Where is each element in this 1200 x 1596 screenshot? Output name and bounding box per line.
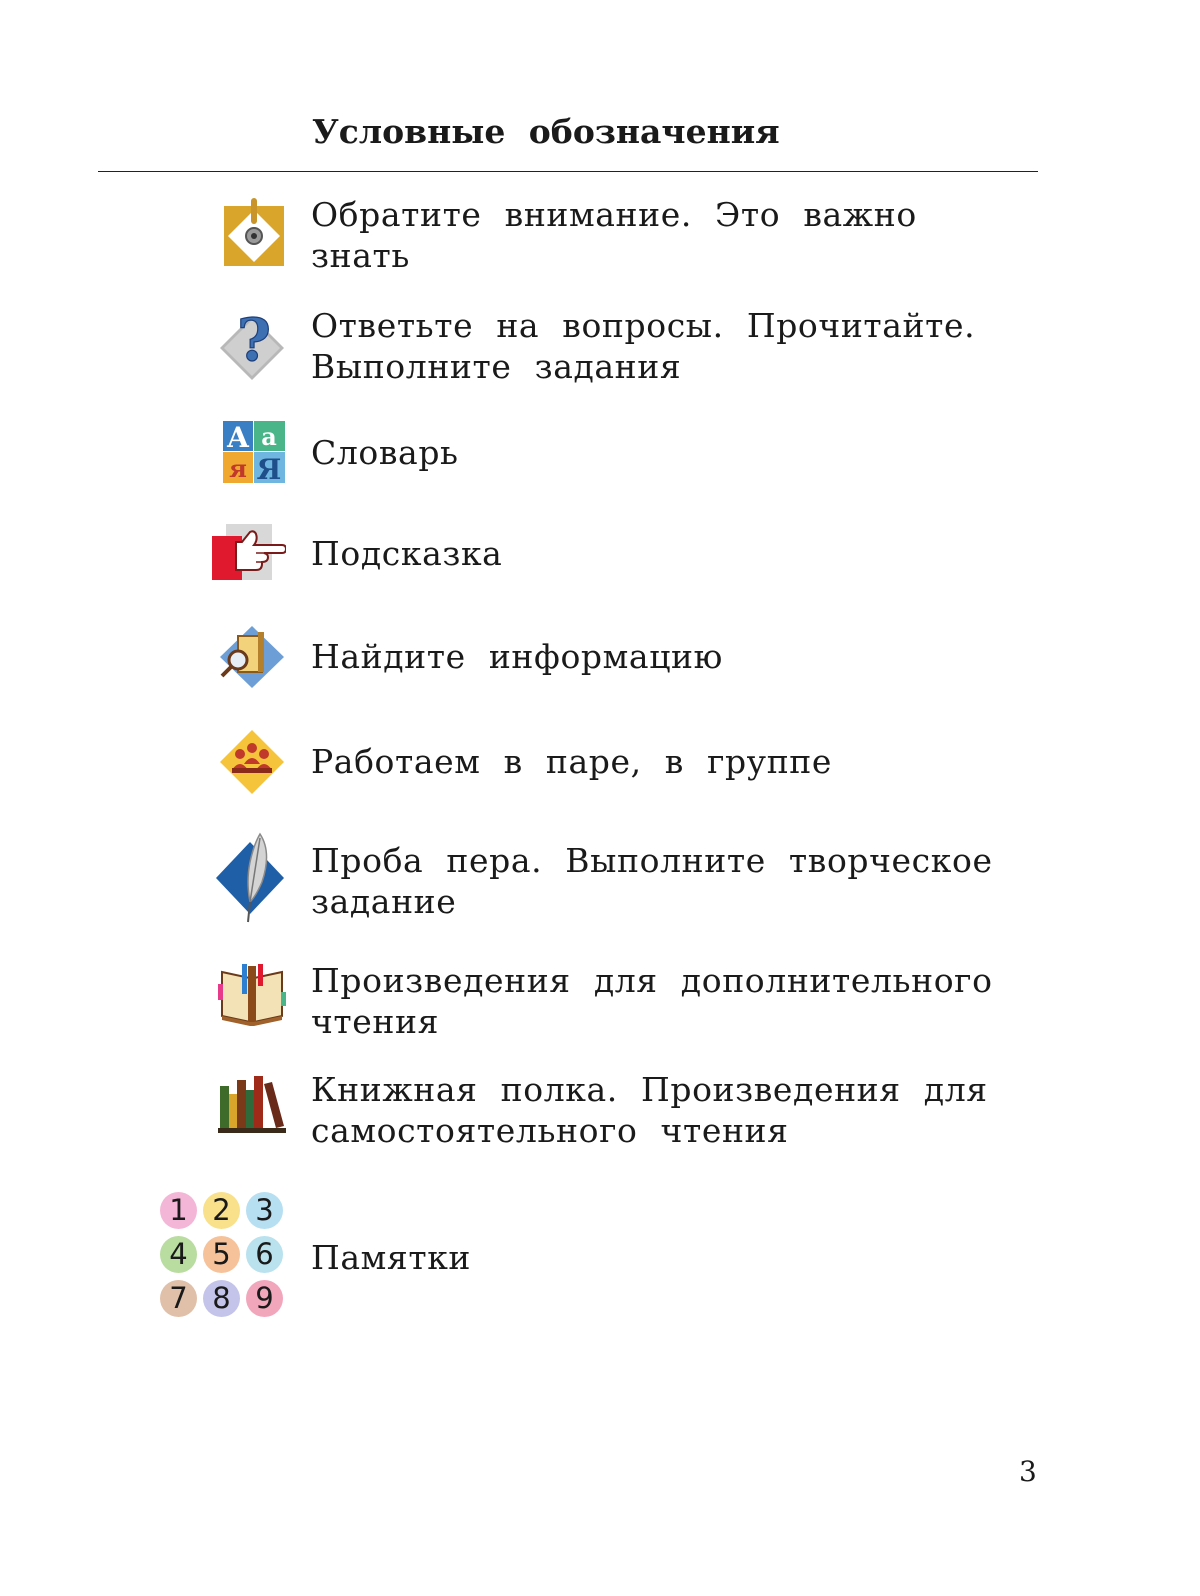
memo-number: 1 <box>160 1192 197 1229</box>
entry-hint-text: Подсказка <box>311 534 503 573</box>
entry-attention-text: Обратите внимание. Это важно знать <box>311 195 917 275</box>
dictionary-letter-ya-upper: Я <box>256 453 282 483</box>
memo-number: 8 <box>203 1280 240 1317</box>
attention-icon <box>222 198 286 268</box>
dictionary-letter-a-upper: А <box>226 421 250 454</box>
find-info-icon <box>218 624 286 690</box>
question-icon <box>218 306 286 382</box>
memo-number: 2 <box>203 1192 240 1229</box>
svg-text:?: ? <box>237 306 271 374</box>
feather-icon <box>216 832 286 924</box>
hint-icon <box>212 522 286 582</box>
bookshelf-icon <box>218 1072 286 1134</box>
dictionary-letter-ya-lower: я <box>229 454 247 483</box>
entry-memos-text: Памятки <box>311 1238 472 1277</box>
entry-find-info-text: Найдите информацию <box>311 637 723 676</box>
memo-number: 6 <box>246 1236 283 1273</box>
memo-number: 9 <box>246 1280 283 1317</box>
group-work-icon <box>218 728 286 796</box>
page-title: Условные обозначения <box>312 112 780 151</box>
memo-number: 4 <box>160 1236 197 1273</box>
entry-bookshelf-text: Книжная полка. Произведения для самостоятельного чтения <box>311 1070 988 1150</box>
entry-feather-text: Проба пера. Выполните творческое задание <box>311 841 993 921</box>
dictionary-letter-a-lower: а <box>261 422 277 451</box>
memo-number: 7 <box>160 1280 197 1317</box>
memo-number: 3 <box>246 1192 283 1229</box>
memo-numbers-icon <box>160 1192 288 1320</box>
entry-group-work-text: Работаем в паре, в группе <box>311 742 833 781</box>
entry-questions-text: Ответьте на вопросы. Прочитайте. Выполните задания <box>311 306 976 386</box>
entry-additional-reading-text: Произведения для дополнительного чтения <box>311 961 993 1041</box>
memo-number: 5 <box>203 1236 240 1273</box>
entry-dictionary-text: Словарь <box>311 433 459 472</box>
open-book-icon <box>218 962 286 1026</box>
title-divider <box>98 171 1038 172</box>
dictionary-icon <box>223 421 285 483</box>
page-number: 3 <box>1019 1455 1037 1488</box>
